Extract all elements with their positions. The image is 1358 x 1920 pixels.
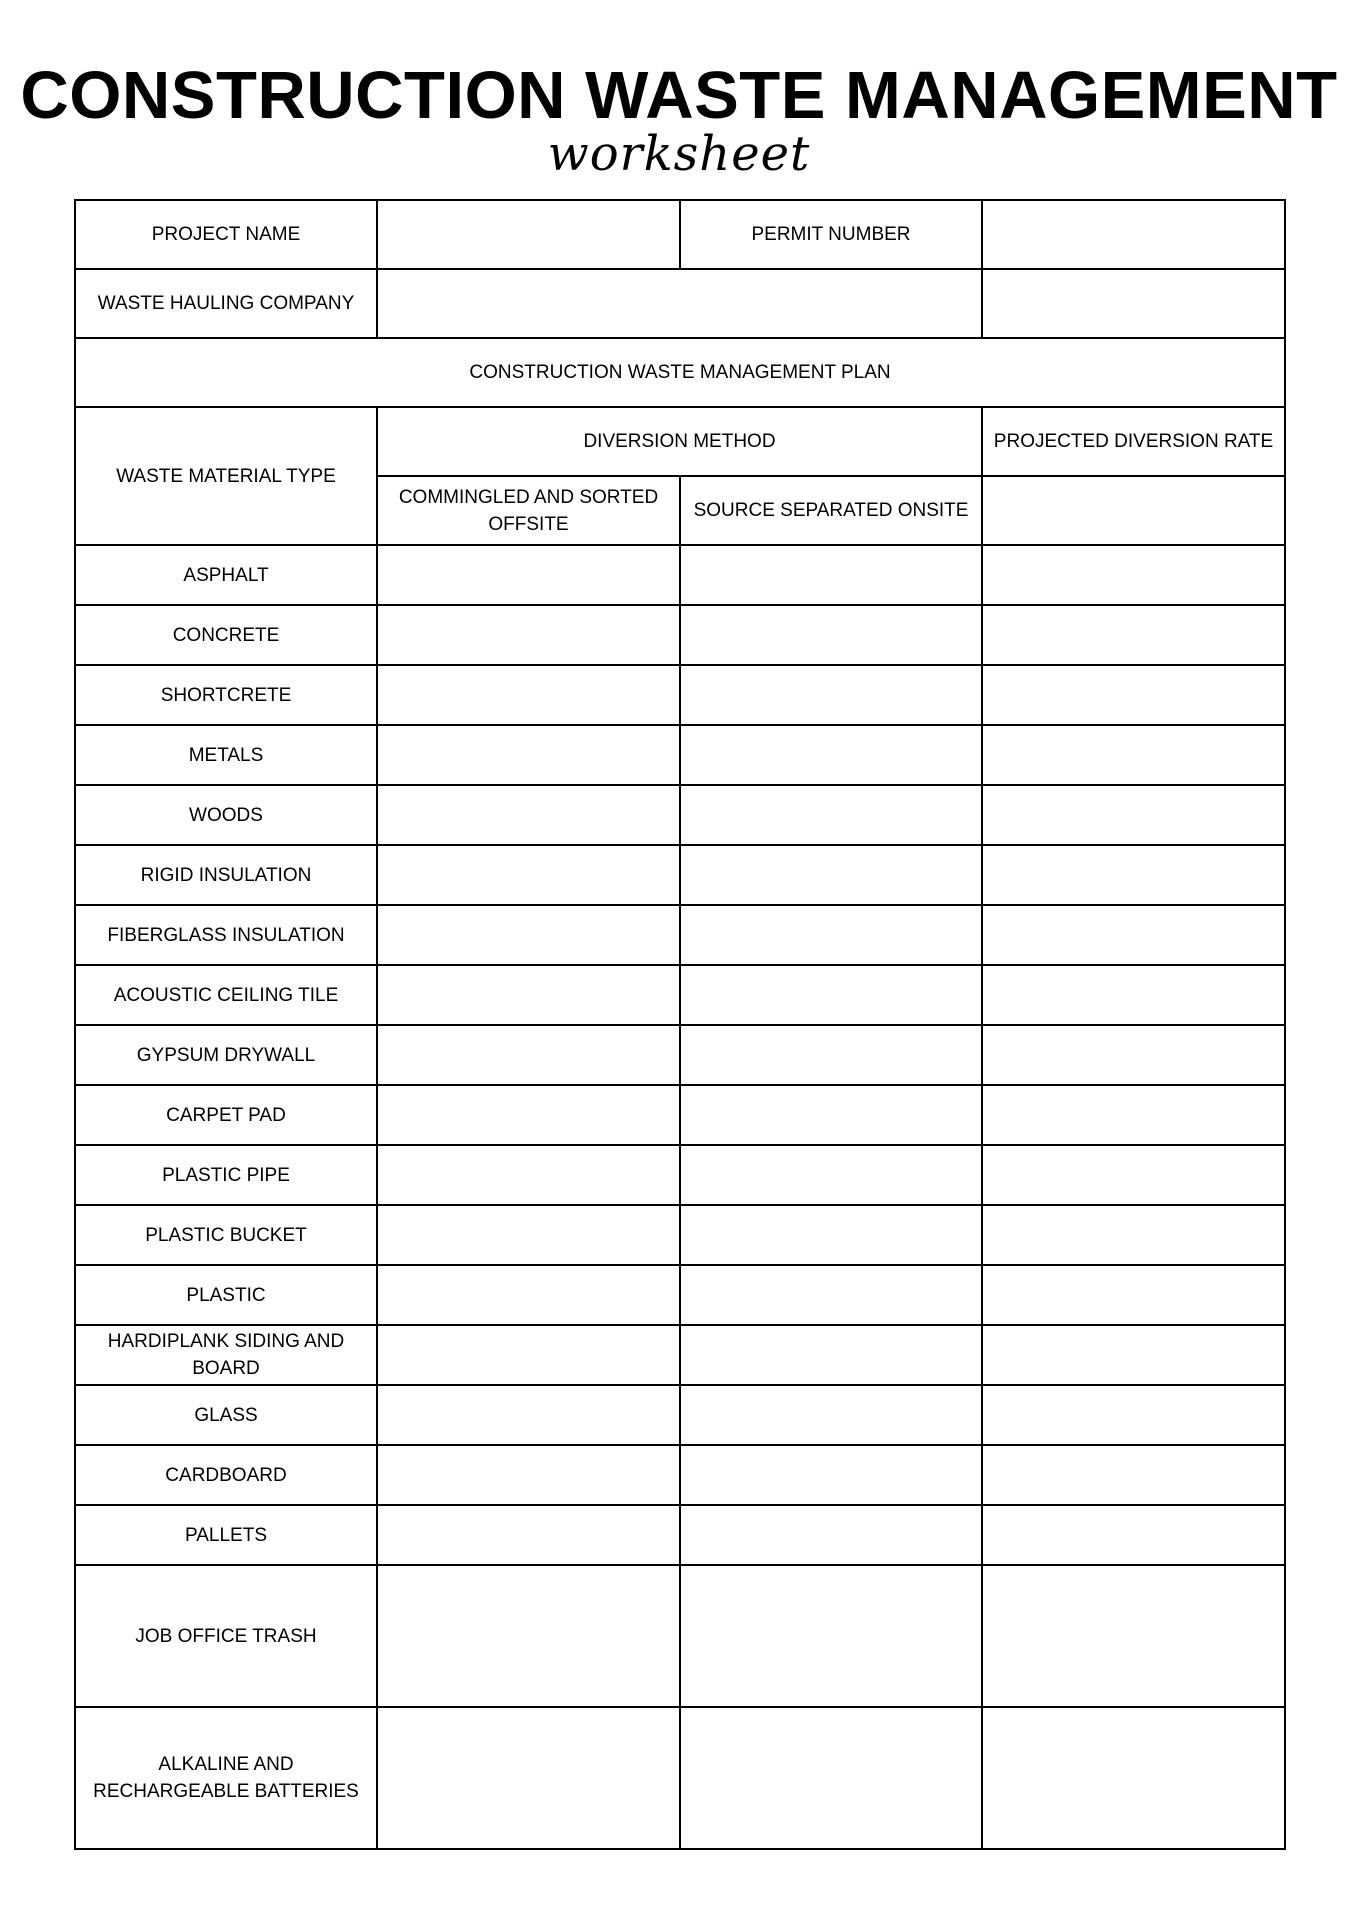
commingled-cell[interactable] [377,1325,680,1385]
diversion-rate-cell[interactable] [982,1145,1285,1205]
material-label: FIBERGLASS INSULATION [75,905,377,965]
diversion-rate-cell[interactable] [982,845,1285,905]
material-label: HARDIPLANK SIDING AND BOARD [75,1325,377,1385]
source-separated-cell[interactable] [680,1505,982,1565]
source-separated-header: SOURCE SEPARATED ONSITE [680,476,982,545]
material-label: PALLETS [75,1505,377,1565]
commingled-cell[interactable] [377,1145,680,1205]
material-row [75,1385,1285,1445]
material-row [75,1205,1285,1265]
material-row [75,545,1285,605]
material-row [75,785,1285,845]
commingled-cell[interactable] [377,1565,680,1707]
diversion-method-header: DIVERSION METHOD [377,407,982,476]
commingled-cell[interactable] [377,965,680,1025]
waste-hauling-company-extra-field[interactable] [982,269,1285,338]
commingled-cell[interactable] [377,1445,680,1505]
material-label: PLASTIC PIPE [75,1145,377,1205]
diversion-rate-cell[interactable] [982,1085,1285,1145]
commingled-cell[interactable] [377,605,680,665]
plan-heading-row [75,338,1285,407]
worksheet-table [74,199,1286,1850]
diversion-rate-cell[interactable] [982,1325,1285,1385]
source-separated-cell[interactable] [680,1325,982,1385]
source-separated-cell[interactable] [680,725,982,785]
diversion-rate-cell[interactable] [982,605,1285,665]
commingled-cell[interactable] [377,905,680,965]
hauling-company-row [75,269,1285,338]
permit-number-label: PERMIT NUMBER [680,200,982,269]
diversion-rate-cell[interactable] [982,785,1285,845]
diversion-rate-cell[interactable] [982,545,1285,605]
source-separated-cell[interactable] [680,1145,982,1205]
diversion-rate-cell[interactable] [982,1445,1285,1505]
plan-heading: CONSTRUCTION WASTE MANAGEMENT PLAN [75,338,1285,407]
projected-diversion-rate-header: PROJECTED DIVERSION RATE [982,407,1285,476]
material-label: PLASTIC [75,1265,377,1325]
material-row [75,1265,1285,1325]
waste-hauling-company-label: WASTE HAULING COMPANY [75,269,377,338]
material-row [75,1085,1285,1145]
source-separated-cell[interactable] [680,1085,982,1145]
diversion-rate-cell[interactable] [982,1385,1285,1445]
source-separated-cell[interactable] [680,605,982,665]
commingled-cell[interactable] [377,1205,680,1265]
commingled-cell[interactable] [377,1707,680,1849]
material-label: METALS [75,725,377,785]
commingled-cell[interactable] [377,545,680,605]
material-row [75,1145,1285,1205]
project-name-label: PROJECT NAME [75,200,377,269]
material-row [75,1445,1285,1505]
material-label: RIGID INSULATION [75,845,377,905]
diversion-rate-cell[interactable] [982,1205,1285,1265]
material-label: JOB OFFICE TRASH [75,1565,377,1707]
material-row [75,905,1285,965]
commingled-cell[interactable] [377,1265,680,1325]
commingled-header: COMMINGLED AND SORTED OFFSITE [377,476,680,545]
diversion-rate-cell[interactable] [982,1265,1285,1325]
source-separated-cell[interactable] [680,965,982,1025]
material-row [75,1565,1285,1707]
commingled-cell[interactable] [377,845,680,905]
source-separated-cell[interactable] [680,1385,982,1445]
source-separated-cell[interactable] [680,1025,982,1085]
waste-material-type-header: WASTE MATERIAL TYPE [75,407,377,545]
projected-diversion-rate-subheader [982,476,1285,545]
material-label: PLASTIC BUCKET [75,1205,377,1265]
material-label: ALKALINE AND RECHARGEABLE BATTERIES [75,1707,377,1849]
diversion-rate-cell[interactable] [982,905,1285,965]
waste-hauling-company-field[interactable] [377,269,982,338]
source-separated-cell[interactable] [680,905,982,965]
diversion-rate-cell[interactable] [982,1707,1285,1849]
diversion-rate-cell[interactable] [982,965,1285,1025]
material-row [75,725,1285,785]
commingled-cell[interactable] [377,1385,680,1445]
diversion-rate-cell[interactable] [982,665,1285,725]
material-label: CARPET PAD [75,1085,377,1145]
source-separated-cell[interactable] [680,545,982,605]
material-row [75,845,1285,905]
permit-number-field[interactable] [982,200,1285,269]
material-label: WOODS [75,785,377,845]
page-title: CONSTRUCTION WASTE MANAGEMENT [20,58,1338,133]
diversion-rate-cell[interactable] [982,1565,1285,1707]
material-row [75,1325,1285,1385]
material-label: ASPHALT [75,545,377,605]
commingled-cell[interactable] [377,725,680,785]
source-separated-cell[interactable] [680,1565,982,1707]
commingled-cell[interactable] [377,665,680,725]
material-row [75,665,1285,725]
commingled-cell[interactable] [377,1025,680,1085]
material-label: GLASS [75,1385,377,1445]
commingled-cell[interactable] [377,1505,680,1565]
source-separated-cell[interactable] [680,665,982,725]
material-row [75,1025,1285,1085]
project-row [75,200,1285,269]
diversion-rate-cell[interactable] [982,1025,1285,1085]
material-label: SHORTCRETE [75,665,377,725]
source-separated-cell[interactable] [680,845,982,905]
page-subtitle: worksheet [547,126,811,182]
commingled-cell[interactable] [377,1085,680,1145]
commingled-cell[interactable] [377,785,680,845]
diversion-rate-cell[interactable] [982,725,1285,785]
material-label: CARDBOARD [75,1445,377,1505]
material-label: ACOUSTIC CEILING TILE [75,965,377,1025]
material-row [75,1707,1285,1849]
diversion-rate-cell[interactable] [982,1505,1285,1565]
material-row [75,605,1285,665]
column-header-row-1 [75,407,1285,476]
material-row [75,965,1285,1025]
source-separated-cell[interactable] [680,785,982,845]
source-separated-cell[interactable] [680,1707,982,1849]
material-label: GYPSUM DRYWALL [75,1025,377,1085]
source-separated-cell[interactable] [680,1445,982,1505]
source-separated-cell[interactable] [680,1265,982,1325]
source-separated-cell[interactable] [680,1205,982,1265]
project-name-field[interactable] [377,200,680,269]
material-label: CONCRETE [75,605,377,665]
material-row [75,1505,1285,1565]
